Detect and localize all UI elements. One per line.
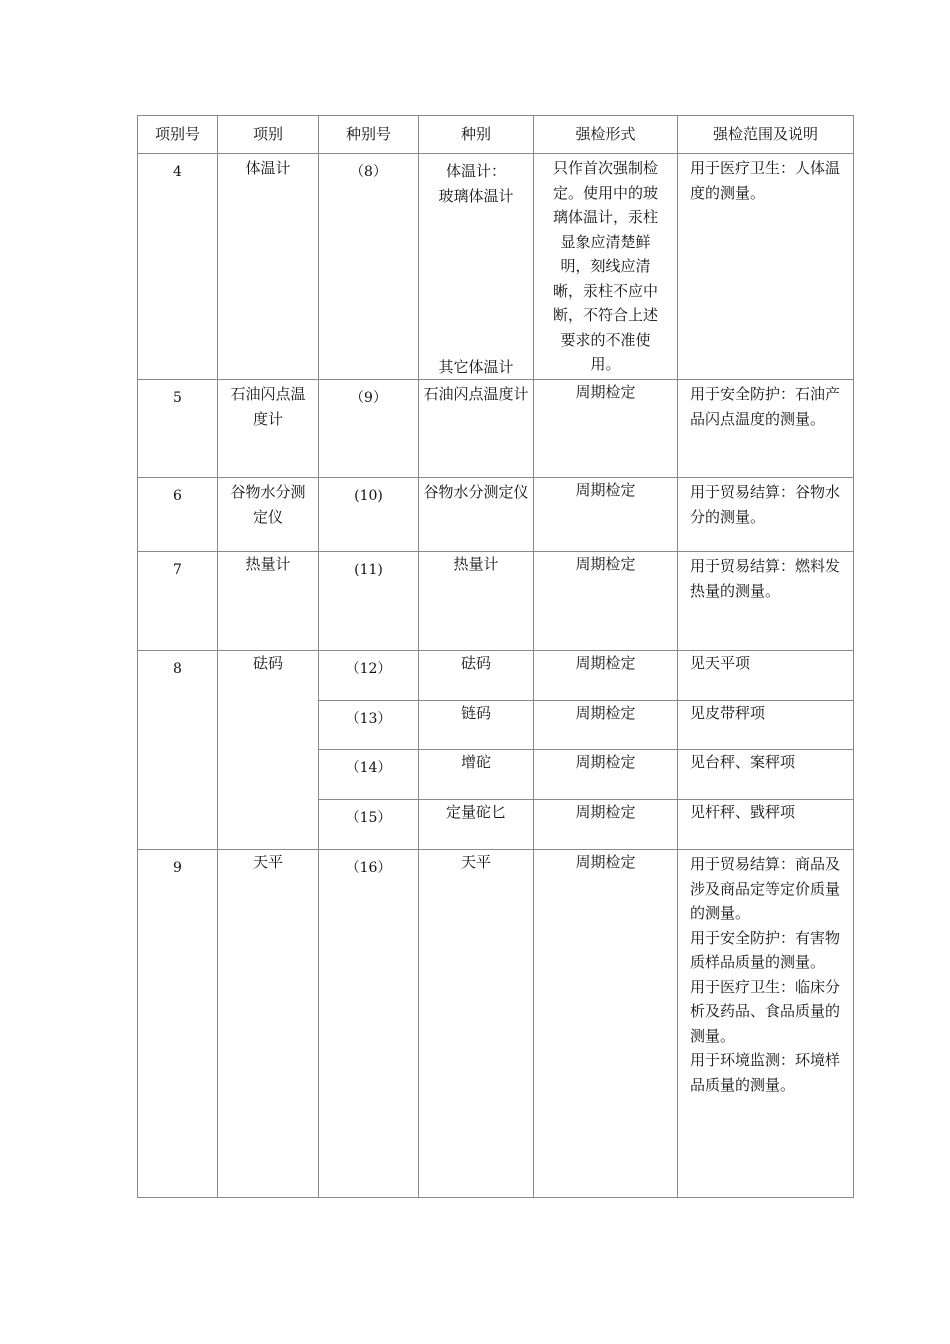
kind-name: 定量砣匕 bbox=[419, 800, 534, 850]
inspection-scope: 用于贸易结算：燃料发热量的测量。 bbox=[678, 552, 854, 651]
item-no: 4 bbox=[138, 154, 218, 380]
inspection-form: 只作首次强制检定。使用中的玻璃体温计，汞柱显象应清楚鲜明，刻线应清晰，汞柱不应中断，不符合上述要求的不准使用。 bbox=[534, 154, 678, 380]
kind-no: （14） bbox=[319, 750, 419, 800]
inspection-scope: 见皮带秤项 bbox=[678, 701, 854, 750]
item-no: 7 bbox=[138, 552, 218, 651]
inspection-form: 周期检定 bbox=[534, 552, 678, 651]
item-no: 6 bbox=[138, 478, 218, 552]
inspection-table bbox=[137, 115, 854, 1198]
item-name: 体温计 bbox=[218, 154, 319, 380]
inspection-scope: 用于安全防护：石油产品闪点温度的测量。 bbox=[678, 380, 854, 478]
inspection-scope: 见台秤、案秤项 bbox=[678, 750, 854, 800]
kind-no: （15） bbox=[319, 800, 419, 850]
table-row bbox=[138, 651, 854, 701]
table-row bbox=[138, 154, 854, 380]
table-row bbox=[138, 850, 854, 1198]
kind-name: 砝码 bbox=[419, 651, 534, 701]
kind-line: 体温计： bbox=[445, 162, 506, 180]
kind-no: （12） bbox=[319, 651, 419, 701]
header-row bbox=[138, 116, 854, 154]
header-scope: 强检范围及说明 bbox=[678, 116, 854, 154]
table-row bbox=[138, 380, 854, 478]
inspection-form: 周期检定 bbox=[534, 380, 678, 478]
inspection-scope: 用于贸易结算：谷物水分的测量。 bbox=[678, 478, 854, 552]
item-name: 谷物水分测定仪 bbox=[218, 478, 319, 552]
kind-no: （13） bbox=[319, 701, 419, 750]
kind-no: (11) bbox=[319, 552, 419, 651]
kind-cell bbox=[419, 154, 534, 380]
kind-name: 增砣 bbox=[419, 750, 534, 800]
kind-no: （9） bbox=[319, 380, 419, 478]
kind-name: 石油闪点温度计 bbox=[419, 380, 534, 478]
scope-line: 用于贸易结算：商品及涉及商品定等定价质量的测量。 bbox=[690, 855, 841, 922]
kind-no: （8） bbox=[319, 154, 419, 380]
inspection-form: 周期检定 bbox=[534, 800, 678, 850]
kind-name: 天平 bbox=[419, 850, 534, 1198]
kind-line: 玻璃体温计 bbox=[438, 186, 514, 205]
inspection-form: 周期检定 bbox=[534, 651, 678, 701]
header-item: 项别 bbox=[218, 116, 319, 154]
inspection-scope bbox=[678, 850, 854, 1198]
header-item-no: 项别号 bbox=[138, 116, 218, 154]
item-name: 热量计 bbox=[218, 552, 319, 651]
inspection-scope: 见天平项 bbox=[678, 651, 854, 701]
scope-line: 用于环境监测：环境样品质量的测量。 bbox=[690, 1051, 841, 1094]
header-kind-no: 种别号 bbox=[319, 116, 419, 154]
inspection-form: 周期检定 bbox=[534, 701, 678, 750]
inspection-scope: 见杆秤、戥秤项 bbox=[678, 800, 854, 850]
inspection-form: 周期检定 bbox=[534, 750, 678, 800]
inspection-scope: 用于医疗卫生：人体温度的测量。 bbox=[678, 154, 854, 380]
item-name: 天平 bbox=[218, 850, 319, 1198]
kind-name: 链码 bbox=[419, 701, 534, 750]
kind-no: (10) bbox=[319, 478, 419, 552]
inspection-form: 周期检定 bbox=[534, 850, 678, 1198]
header-form: 强检形式 bbox=[534, 116, 678, 154]
inspection-form: 周期检定 bbox=[534, 478, 678, 552]
kind-name: 热量计 bbox=[419, 552, 534, 651]
kind-no: （16） bbox=[319, 850, 419, 1198]
item-no: 8 bbox=[138, 651, 218, 850]
table-row bbox=[138, 552, 854, 651]
item-name: 石油闪点温度计 bbox=[218, 380, 319, 478]
scope-line: 用于安全防护：有害物质样品质量的测量。 bbox=[690, 928, 841, 971]
item-no: 9 bbox=[138, 850, 218, 1198]
header-kind: 种别 bbox=[419, 116, 534, 154]
kind-name: 谷物水分测定仪 bbox=[419, 478, 534, 552]
scope-line: 用于医疗卫生：临床分析及药品、食品质量的测量。 bbox=[690, 977, 841, 1045]
item-no: 5 bbox=[138, 380, 218, 478]
kind-line: 其它体温计 bbox=[438, 357, 514, 376]
table-row bbox=[138, 478, 854, 552]
item-name: 砝码 bbox=[218, 651, 319, 850]
